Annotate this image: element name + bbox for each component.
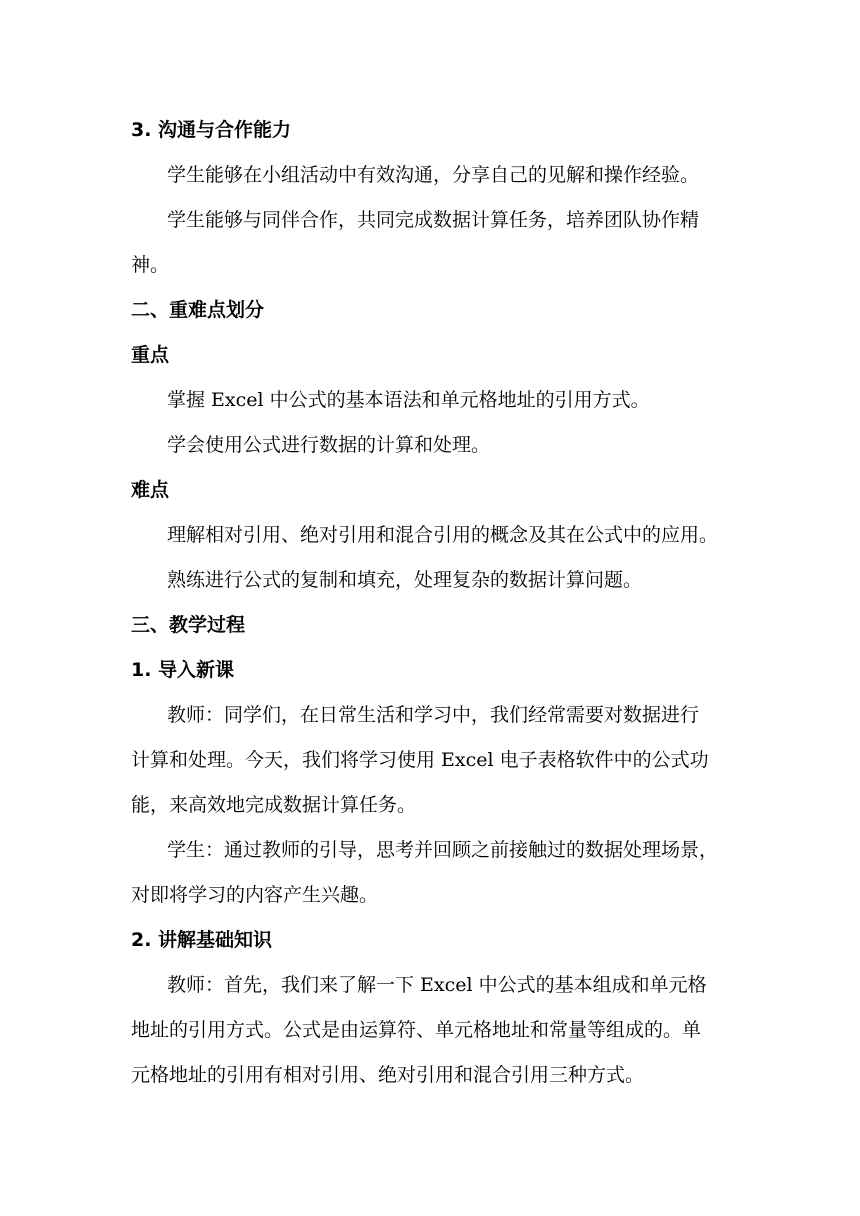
paragraph-line: 神。: [131, 254, 170, 276]
step1-heading: 1. 导入新课: [131, 659, 235, 681]
paragraph-line: 教师：首先，我们来了解一下 Excel 中公式的基本组成和单元格: [167, 974, 707, 996]
paragraph-line: 元格地址的引用有相对引用、绝对引用和混合引用三种方式。: [131, 1064, 645, 1086]
key-points-heading: 重点: [131, 344, 170, 366]
step1-paragraph-2: [131, 828, 733, 918]
paragraph-line: 学生能够与同伴合作，共同完成数据计算任务，培养团队协作精: [167, 209, 700, 231]
part3-heading: 三、教学过程: [131, 614, 246, 636]
section3-paragraph-2: [131, 198, 733, 288]
paragraph-line: 教师：同学们，在日常生活和学习中，我们经常需要对数据进行: [167, 704, 700, 726]
difficult-points-heading: 难点: [131, 479, 170, 501]
paragraph-line: 计算和处理。今天，我们将学习使用 Excel 电子表格软件中的公式功: [131, 749, 709, 771]
key-points-paragraph-1: 掌握 Excel 中公式的基本语法和单元格地址的引用方式。: [167, 389, 650, 411]
paragraph-line: 对即将学习的内容产生兴趣。: [131, 884, 379, 906]
document-body: [131, 108, 733, 1098]
paragraph-line: 地址的引用方式。公式是由运算符、单元格地址和常量等组成的。单: [131, 1019, 702, 1041]
difficult-points-paragraph-1: 理解相对引用、绝对引用和混合引用的概念及其在公式中的应用。: [167, 524, 719, 546]
paragraph-line: 学生：通过教师的引导，思考并回顾之前接触过的数据处理场景，: [167, 839, 719, 861]
step2-heading: 2. 讲解基础知识: [131, 929, 273, 951]
part2-heading: 二、重难点划分: [131, 299, 265, 321]
paragraph-line: 能，来高效地完成数据计算任务。: [131, 794, 417, 816]
step1-paragraph-1: [131, 693, 733, 828]
difficult-points-paragraph-2: 熟练进行公式的复制和填充，处理复杂的数据计算问题。: [167, 569, 643, 591]
section3-paragraph-1: 学生能够在小组活动中有效沟通，分享自己的见解和操作经验。: [167, 164, 700, 186]
step2-paragraph-1: [131, 963, 733, 1098]
key-points-paragraph-2: 学会使用公式进行数据的计算和处理。: [167, 434, 491, 456]
section3-heading: 3. 沟通与合作能力: [131, 119, 292, 141]
